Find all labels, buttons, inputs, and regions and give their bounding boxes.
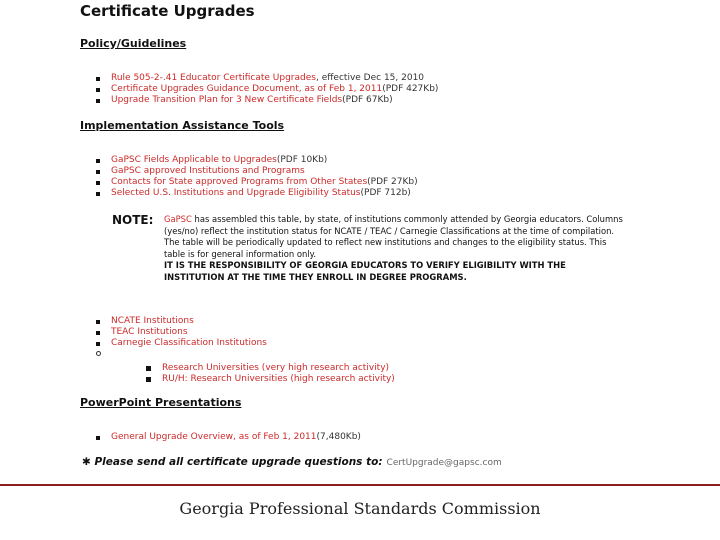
ruh-link[interactable]: RU/H: Research Universities (high research activity)	[162, 374, 395, 384]
note-text	[164, 214, 629, 283]
bullet-icon	[96, 88, 100, 92]
carnegie-sublist	[146, 363, 395, 385]
bullet-icon	[96, 342, 100, 346]
bullet-icon	[96, 181, 100, 185]
tools-heading: Implementation Assistance Tools	[80, 119, 285, 132]
list-item	[96, 188, 418, 199]
list-item	[96, 84, 438, 95]
bullet-icon	[96, 99, 100, 103]
institutions-list	[96, 316, 267, 349]
note-label: NOTE:	[112, 213, 154, 227]
approved-institutions-link[interactable]: GaPSC approved Institutions and Programs	[111, 166, 305, 176]
bullet-icon	[96, 436, 100, 440]
item-suffix: (7,480Kb)	[316, 432, 361, 442]
powerpoint-list	[96, 432, 361, 443]
fields-link[interactable]: GaPSC Fields Applicable to Upgrades	[111, 155, 277, 165]
ncate-link[interactable]: NCATE Institutions	[111, 316, 194, 326]
carnegie-link[interactable]: Carnegie Classification Institutions	[111, 338, 267, 348]
list-item	[96, 177, 418, 188]
list-item	[96, 338, 267, 349]
note-warning: IT IS THE RESPONSIBILITY OF GEORGIA EDUCATORS TO VERIFY ELIGIBILITY WITH THE INSTITUTION AT THE TIME THEY ENROLL IN DEGREE PROGRAMS.	[164, 260, 566, 282]
list-item	[96, 316, 267, 327]
teac-link[interactable]: TEAC Institutions	[111, 327, 188, 337]
note-lead: GaPSC	[164, 214, 192, 224]
square-bullet-icon	[146, 377, 151, 382]
item-suffix: (PDF 27Kb)	[367, 177, 418, 187]
bullet-icon	[96, 170, 100, 174]
list-item	[146, 374, 395, 385]
bullet-icon	[96, 320, 100, 324]
item-suffix: (PDF 712b)	[360, 188, 411, 198]
footer-org-name: Georgia Professional Standards Commission	[179, 499, 541, 518]
list-item	[96, 166, 418, 177]
contacts-link[interactable]: Contacts for State approved Programs from Other States	[111, 177, 368, 187]
tools-list	[96, 155, 418, 199]
square-bullet-icon	[146, 366, 151, 371]
item-suffix: (PDF 427Kb)	[382, 84, 439, 94]
note-body: has assembled this table, by state, of institutions commonly attended by Georgia educators. Columns (yes/no) reflect the institution status for NCATE / TEAC / Carnegie Classifications at the time of compilation. The table will be periodically updated to reflect new institutions and changes to the eligibility status. This table is for general information only.	[164, 214, 623, 259]
powerpoint-heading: PowerPoint Presentations	[80, 396, 242, 409]
overview-link[interactable]: General Upgrade Overview, as of Feb 1, 2011	[111, 432, 317, 442]
policy-list	[96, 73, 438, 106]
list-item	[146, 363, 395, 374]
item-suffix: , effective Dec 15, 2010	[315, 73, 425, 83]
bullet-icon	[96, 331, 100, 335]
bullet-icon	[96, 192, 100, 196]
research-universities-link[interactable]: Research Universities (very high research activity)	[162, 363, 390, 373]
list-item	[96, 73, 438, 84]
policy-heading: Policy/Guidelines	[80, 37, 187, 50]
transition-plan-link[interactable]: Upgrade Transition Plan for 3 New Certificate Fields	[111, 95, 343, 105]
list-item	[96, 95, 438, 106]
contact-prompt: ✱ Please send all certificate upgrade questions to:	[82, 456, 383, 468]
page-title: Certificate Upgrades	[80, 2, 255, 20]
hollow-bullet-icon	[96, 351, 101, 356]
contact-email-link[interactable]: CertUpgrade@gapsc.com	[386, 458, 502, 468]
footer-divider	[0, 484, 720, 486]
eligibility-status-link[interactable]: Selected U.S. Institutions and Upgrade Eligibility Status	[111, 188, 361, 198]
item-suffix: (PDF 10Kb)	[276, 155, 328, 165]
contact-line	[82, 456, 502, 468]
list-item	[96, 432, 361, 443]
bullet-icon	[96, 77, 100, 81]
guidance-doc-link[interactable]: Certificate Upgrades Guidance Document, as of Feb 1, 2011	[111, 84, 383, 94]
list-item	[96, 155, 418, 166]
item-suffix: (PDF 67Kb)	[342, 95, 393, 105]
bullet-icon	[96, 159, 100, 163]
list-item	[96, 327, 267, 338]
rule-link[interactable]: Rule 505-2-.41 Educator Certificate Upgrades	[111, 73, 316, 83]
